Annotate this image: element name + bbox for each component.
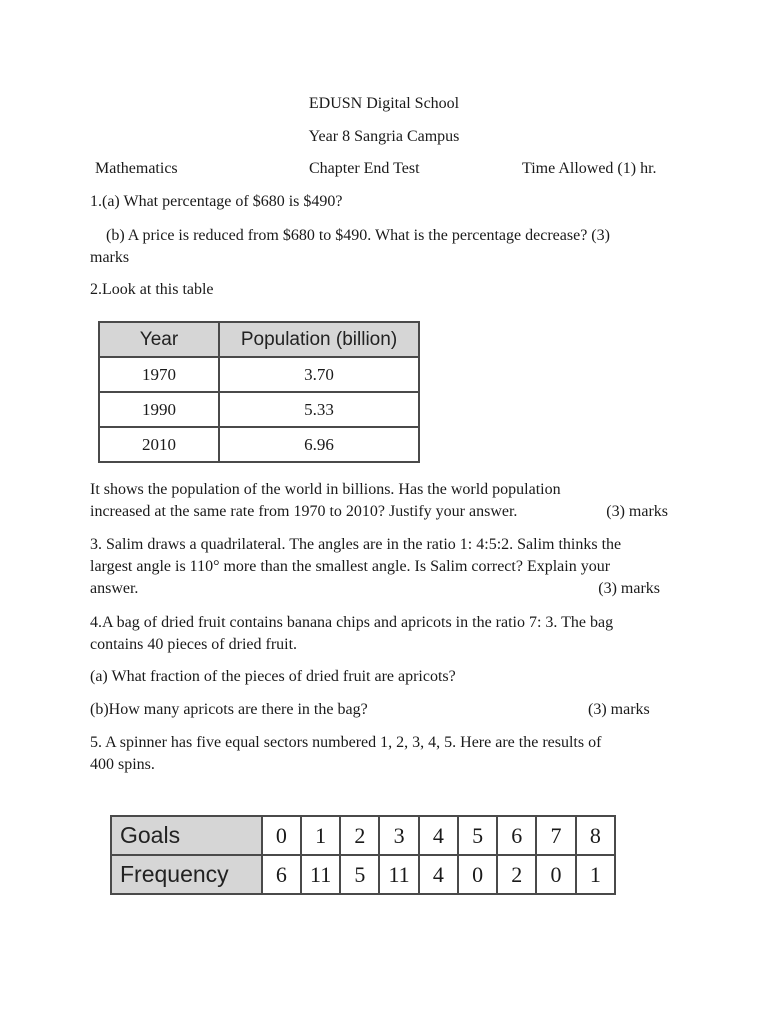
goal-cell: 1: [301, 816, 340, 855]
table-row: [99, 392, 419, 427]
question-2-marks: (3) marks: [606, 503, 668, 520]
goals-label: Goals: [111, 816, 262, 855]
column-header-year: Year: [99, 322, 219, 357]
question-3-line3-row: [90, 578, 660, 600]
spinner-results-table: [110, 815, 616, 895]
goal-cell: 5: [458, 816, 497, 855]
school-name: EDUSN Digital School: [308, 95, 460, 112]
question-4b: (b)How many apricots are there in the bag?: [90, 701, 368, 718]
frequency-row: [111, 855, 615, 894]
question-1b-line2: marks: [90, 249, 130, 266]
question-4-line1: 4.A bag of dried fruit contains banana chips and apricots in the ratio 7: 3. The bag: [90, 614, 614, 631]
frequency-label: Frequency: [111, 855, 262, 894]
goal-cell: 3: [379, 816, 418, 855]
frequency-cell: 4: [419, 855, 458, 894]
question-3-marks: (3) marks: [598, 580, 660, 597]
goal-cell: 7: [536, 816, 575, 855]
question-2-text-line2-row: [90, 501, 668, 523]
test-label: Chapter End Test: [309, 160, 420, 177]
question-4: [90, 612, 680, 656]
goal-cell: 8: [576, 816, 615, 855]
table-header-row: [99, 322, 419, 357]
question-5-line2: 400 spins.: [90, 756, 155, 773]
question-4a: (a) What fraction of the pieces of dried fruit are apricots?: [90, 668, 456, 685]
population-table: [98, 321, 420, 463]
frequency-cell: 0: [536, 855, 575, 894]
population-cell: 3.70: [219, 357, 419, 392]
frequency-cell: 11: [379, 855, 418, 894]
question-4-line2: contains 40 pieces of dried fruit.: [90, 636, 298, 653]
question-2-text-line1: It shows the population of the world in billions. Has the world population: [90, 481, 561, 498]
question-5: [90, 732, 680, 776]
question-1b-line1: (b) A price is reduced from $680 to $490. What is the percentage decrease? (3): [106, 227, 610, 244]
question-4-marks: (3) marks: [588, 701, 650, 718]
table-row: [99, 427, 419, 462]
population-cell: 5.33: [219, 392, 419, 427]
question-3: [90, 534, 680, 600]
time-allowed: Time Allowed (1) hr.: [522, 160, 657, 177]
goal-cell: 0: [262, 816, 301, 855]
year-cell: 2010: [99, 427, 219, 462]
question-3-line3: answer.: [90, 580, 139, 597]
population-cell: 6.96: [219, 427, 419, 462]
frequency-cell: 5: [340, 855, 379, 894]
question-3-line2: largest angle is 110° more than the smallest angle. Is Salim correct? Explain your: [90, 558, 611, 575]
question-1a: 1.(a) What percentage of $680 is $490?: [90, 193, 343, 210]
question-2-text: [90, 479, 680, 523]
goal-cell: 2: [340, 816, 379, 855]
question-2-text-line2: increased at the same rate from 1970 to 2010? Justify your answer.: [90, 503, 518, 520]
frequency-cell: 0: [458, 855, 497, 894]
goals-row: [111, 816, 615, 855]
campus-name: Year 8 Sangria Campus: [308, 128, 460, 145]
question-3-line1: 3. Salim draws a quadrilateral. The angles are in the ratio 1: 4:5:2. Salim thinks the: [90, 536, 622, 553]
year-cell: 1970: [99, 357, 219, 392]
table-row: [99, 357, 419, 392]
column-header-population: Population (billion): [219, 322, 419, 357]
frequency-cell: 6: [262, 855, 301, 894]
frequency-cell: 2: [497, 855, 536, 894]
question-5-line1: 5. A spinner has five equal sectors numbered 1, 2, 3, 4, 5. Here are the results of: [90, 734, 602, 751]
year-cell: 1990: [99, 392, 219, 427]
frequency-cell: 11: [301, 855, 340, 894]
frequency-cell: 1: [576, 855, 615, 894]
goal-cell: 6: [497, 816, 536, 855]
question-2-intro: 2.Look at this table: [90, 281, 214, 298]
goal-cell: 4: [419, 816, 458, 855]
subject-label: Mathematics: [95, 160, 178, 177]
